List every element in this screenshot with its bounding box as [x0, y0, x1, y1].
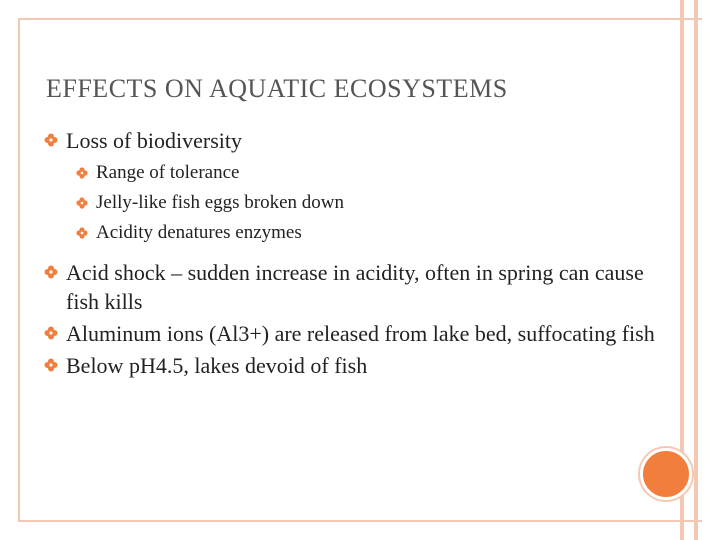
sublist-biodiversity [44, 158, 664, 248]
flower-bullet-icon [44, 133, 58, 147]
subbullet-text: Jelly-like fish eggs broken down [96, 192, 345, 213]
subbullet-range-of-tolerance [44, 158, 664, 188]
flower-bullet-icon [76, 167, 88, 179]
slide-content [44, 126, 664, 383]
subbullet-text: Acidity denatures enzymes [96, 222, 302, 243]
subbullet-fish-eggs [44, 188, 664, 218]
title-initial-a: A [203, 74, 229, 103]
flower-bullet-icon [44, 265, 58, 279]
bullet-loss-of-biodiversity [44, 126, 664, 155]
bullet-acid-shock [44, 258, 664, 316]
title-part-quatic-ecosystems: QUATIC ECOSYSTEMS [228, 74, 508, 103]
flower-bullet-icon [44, 358, 58, 372]
frame-stripe-outer [694, 0, 698, 540]
flower-bullet-icon [76, 197, 88, 209]
subbullet-acidity-enzymes [44, 218, 664, 248]
subbullet-text: Range of tolerance [96, 162, 240, 183]
bullet-aluminum-ions [44, 319, 664, 348]
slide-title [46, 74, 508, 104]
flower-bullet-icon [44, 326, 58, 340]
bullet-text: Aluminum ions (Al3+) are released from lake bed, suffocating fish [66, 321, 655, 346]
bullet-below-ph [44, 351, 664, 380]
flower-bullet-icon [76, 227, 88, 239]
bullet-text: Acid shock – sudden increase in acidity, often in spring can cause fish kills [66, 260, 644, 314]
title-part-effects-on: FFECTS ON [62, 74, 204, 103]
bullet-text: Below pH4.5, lakes devoid of fish [66, 353, 368, 378]
bullet-text: Loss of biodiversity [66, 128, 242, 153]
title-initial-e: E [46, 74, 63, 103]
decorative-circle [640, 448, 692, 500]
